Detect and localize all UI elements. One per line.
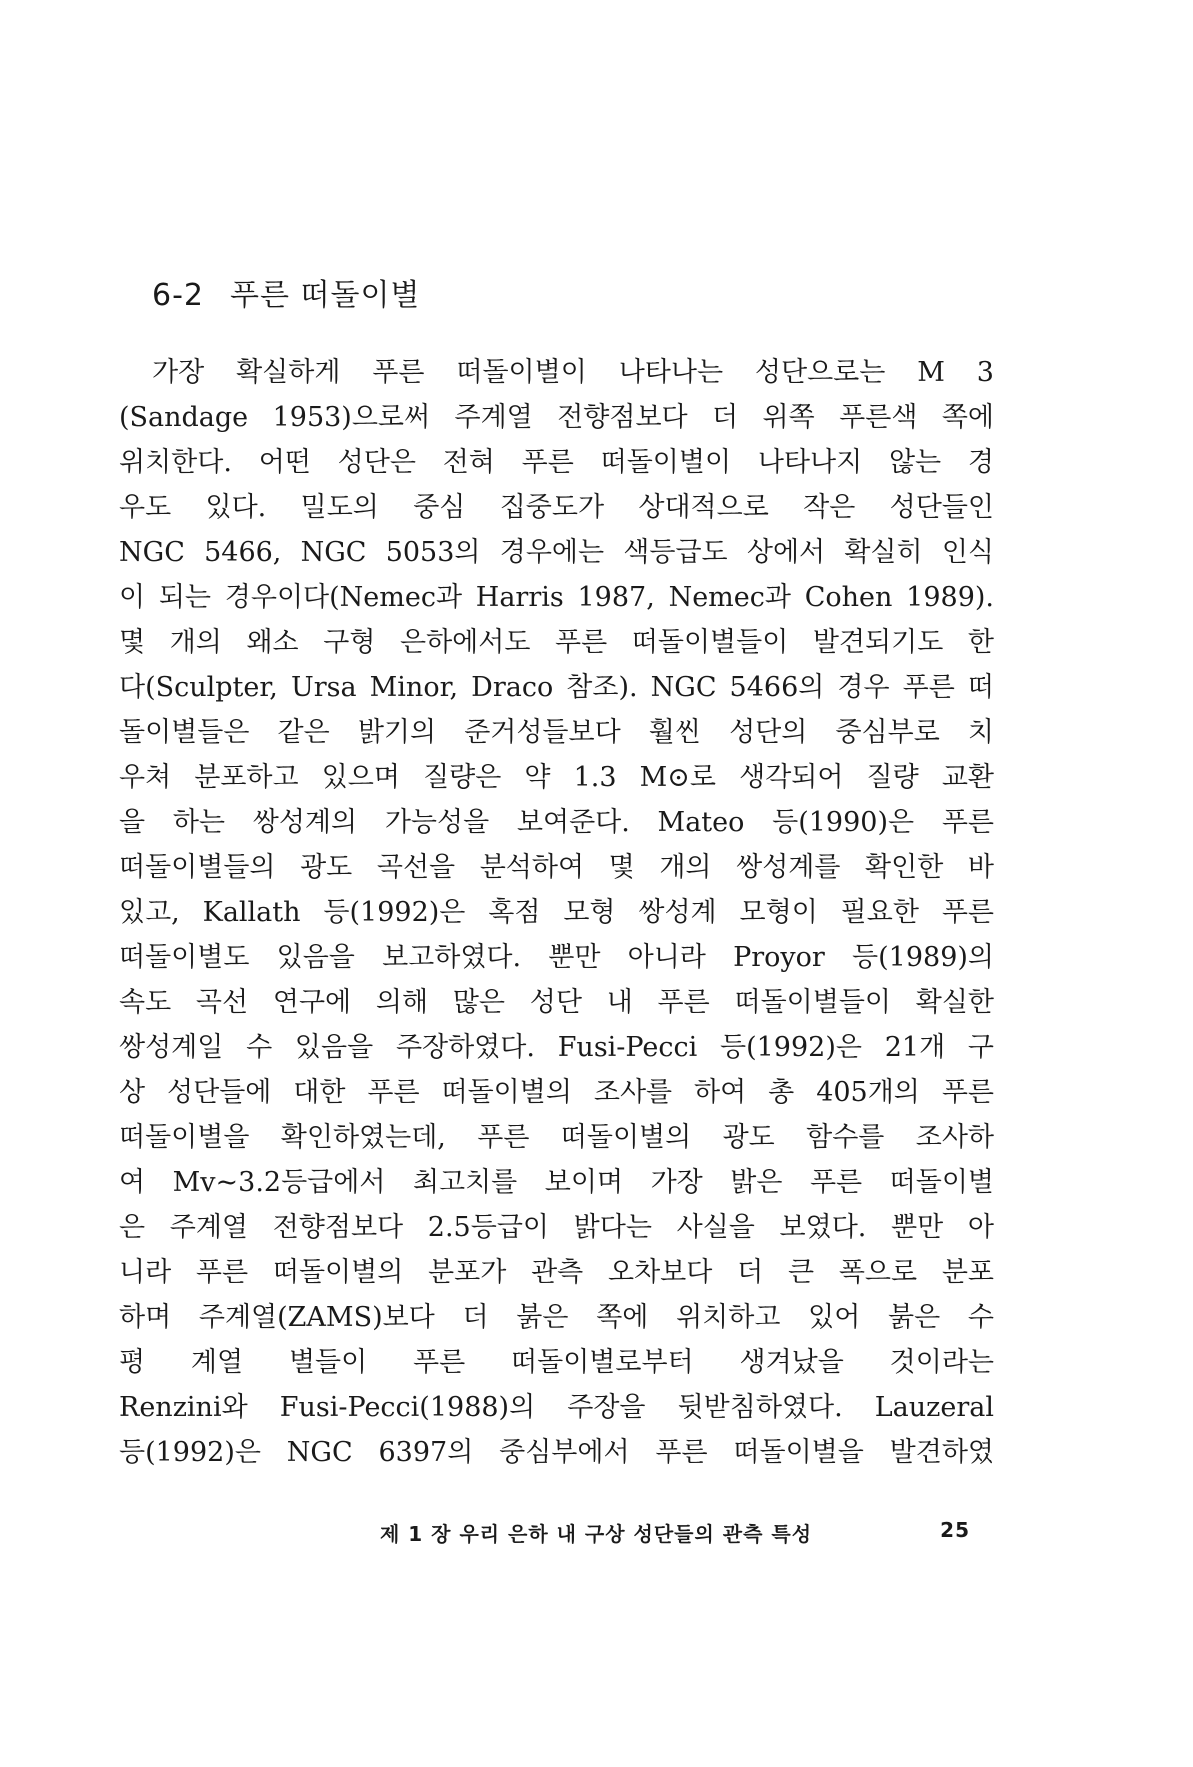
text-line: 쌍성계일 수 있음을 주장하였다. Fusi-Pecci 등(1992)은 21개 구 (119, 1032, 994, 1063)
text-line: 우쳐 분포하고 있으며 질량은 약 1.3 M⊙로 생각되어 질량 교환 (119, 762, 994, 793)
text-line: 하며 주계열(ZAMS)보다 더 붉은 쪽에 위치하고 있어 붉은 수 (119, 1302, 994, 1333)
section-title: 푸른 떠돌이별 (230, 278, 421, 313)
text-line: 을 하는 쌍성계의 가능성을 보여준다. Mateo 등(1990)은 푸른 (119, 807, 994, 838)
text-line: 상 성단들에 대한 푸른 떠돌이별의 조사를 하여 총 405개의 푸른 (119, 1077, 994, 1108)
body-paragraph (119, 350, 994, 1475)
text-line: Renzini와 Fusi-Pecci(1988)의 주장을 뒷받침하였다. Lauzeral (119, 1392, 994, 1423)
text-line: 몇 개의 왜소 구형 은하에서도 푸른 떠돌이별들이 발견되기도 한 (119, 627, 994, 658)
text-line: 속도 곡선 연구에 의해 많은 성단 내 푸른 떠돌이별들이 확실한 (119, 987, 994, 1018)
text-line: 이 되는 경우이다(Nemec과 Harris 1987, Nemec과 Cohen 1989). (119, 582, 994, 613)
page-footer (380, 1518, 970, 1547)
text-line: 돌이별들은 같은 밝기의 준거성들보다 훨씬 성단의 중심부로 치 (119, 717, 994, 748)
text-line: 여 Mv~3.2등급에서 최고치를 보이며 가장 밝은 푸른 떠돌이별 (119, 1167, 994, 1198)
text-line: 니라 푸른 떠돌이별의 분포가 관측 오차보다 더 큰 폭으로 분포 (119, 1257, 994, 1288)
text-line: 위치한다. 어떤 성단은 전혀 푸른 떠돌이별이 나타나지 않는 경 (119, 447, 994, 478)
page-number: 25 (940, 1518, 970, 1542)
text-line: 은 주계열 전향점보다 2.5등급이 밝다는 사실을 보였다. 뿐만 아 (119, 1212, 994, 1243)
section-heading (152, 270, 420, 314)
text-line: 있고, Kallath 등(1992)은 혹점 모형 쌍성계 모형이 필요한 푸른 (119, 897, 994, 928)
section-number: 6-2 (152, 278, 204, 313)
text-line: 가장 확실하게 푸른 떠돌이별이 나타나는 성단으로는 M 3 (152, 357, 994, 388)
text-line: 떠돌이별도 있음을 보고하였다. 뿐만 아니라 Proyor 등(1989)의 (119, 942, 994, 973)
running-title: 제 1 장 우리 은하 내 구상 성단들의 관측 특성 (380, 1522, 813, 1546)
text-line: 떠돌이별들의 광도 곡선을 분석하여 몇 개의 쌍성계를 확인한 바 (119, 852, 994, 883)
text-line: 등(1992)은 NGC 6397의 중심부에서 푸른 떠돌이별을 발견하였 (119, 1437, 994, 1468)
text-line: (Sandage 1953)으로써 주계열 전향점보다 더 위쪽 푸른색 쪽에 (119, 402, 994, 433)
text-line: 떠돌이별을 확인하였는데, 푸른 떠돌이별의 광도 함수를 조사하 (119, 1122, 994, 1153)
text-line: 다(Sculpter, Ursa Minor, Draco 참조). NGC 5466의 경우 푸른 떠 (119, 672, 994, 703)
text-line: NGC 5466, NGC 5053의 경우에는 색등급도 상에서 확실히 인식 (119, 537, 994, 568)
text-line: 평 계열 별들이 푸른 떠돌이별로부터 생겨났을 것이라는 (119, 1347, 994, 1378)
text-line: 우도 있다. 밀도의 중심 집중도가 상대적으로 작은 성단들인 (119, 492, 994, 523)
